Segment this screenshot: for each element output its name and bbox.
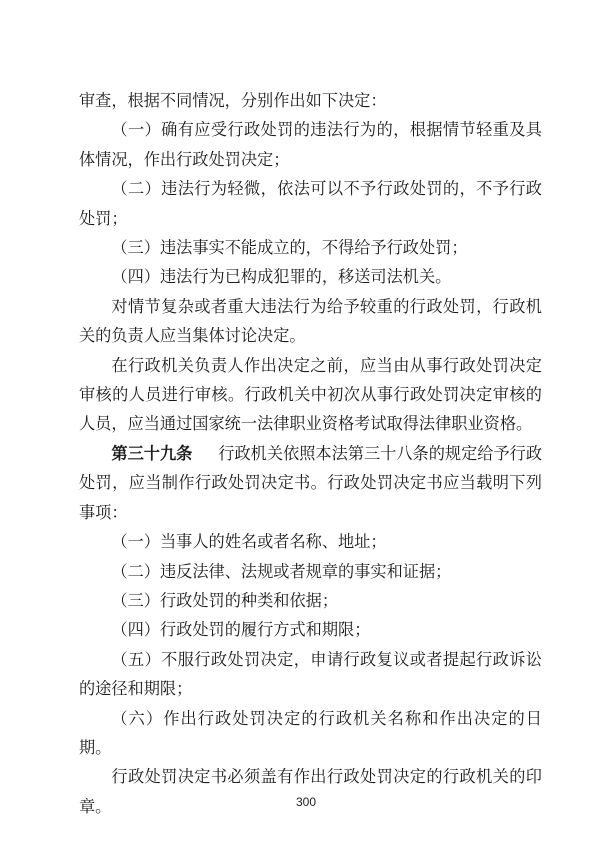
list-item: （六）作出行政处罚决定的行政机关名称和作出决定的日期。 (79, 708, 542, 757)
paragraph: 审查，根据不同情况，分别作出如下决定： (79, 91, 387, 110)
paragraph: （一）确有应受行政处罚的违法行为的，根据情节轻重及具体情况，作出行政处罚决定； (79, 120, 542, 169)
article-paragraph (79, 439, 542, 527)
paragraph: （四）违法行为已构成犯罪的，移送司法机关。 (111, 267, 452, 287)
article-text: 行政机关依照本法第三十八条的规定给予行政处罚，应当制作行政处罚决定书。行政处罚决定书应当载明下列事项： (79, 443, 543, 522)
list-item: （三）行政处罚的种类和依据； (111, 590, 339, 610)
paragraph: （二）违法行为轻微，依法可以不予行政处罚的，不予行政处罚； (79, 179, 542, 228)
article-number: 第三十九条 (111, 443, 193, 463)
closing-paragraph: 行政处罚决定书必须盖有作出行政处罚决定的行政机关的印章。 (79, 767, 542, 816)
paragraph: 对情节复杂或者重大违法行为给予较重的行政处罚，行政机关的负责人应当集体讨论决定。 (79, 296, 542, 346)
paragraph: 在行政机关负责人作出决定之前，应当由从事行政处罚决定审核的人员进行审核。行政机关中初次从事行政处罚决定审核的人员，应当通过国家统一法律职业资格考试取得法律职业资格。 (79, 355, 542, 434)
page-number: 300 (295, 795, 317, 809)
paragraph: （三）违法事实不能成立的，不得给予行政处罚； (111, 238, 468, 258)
list-item: （五）不服行政处罚决定，申请行政复议或者提起行政诉讼的途径和期限； (79, 649, 542, 699)
list-item: （四）行政处罚的履行方式和期限； (111, 620, 371, 640)
list-item: （二）违反法律、法规或者规章的事实和证据； (111, 561, 452, 581)
list-item: （一）当事人的姓名或者名称、地址； (111, 532, 387, 552)
body-text (79, 86, 542, 821)
